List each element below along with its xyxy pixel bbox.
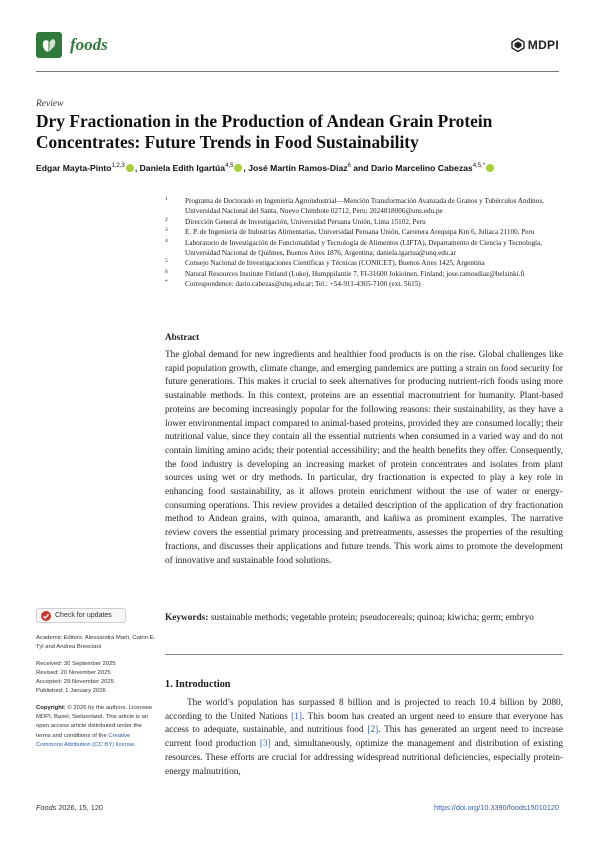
journal-name: foods: [70, 35, 108, 54]
copyright-notice: [36, 704, 156, 750]
affiliation-text: Dirección General de Investigación, Universidad Peruana Unión, Lima 15102, Peru: [185, 217, 426, 226]
intro-text-4: and, simultaneously, optimize the management and distribution of existing resources. These efforts are crucial for addressing widespread nutritional deficiencies, especially protein-energy malnutrition,: [165, 739, 563, 777]
citation-info: [36, 803, 103, 812]
affiliation-number: 4: [165, 237, 168, 244]
publisher-logo[interactable]: [511, 38, 559, 52]
affiliation-item: [165, 238, 563, 259]
mdpi-logo-icon: [511, 38, 525, 52]
article-type: Review: [36, 99, 64, 109]
affiliation-text: Programa de Doctorado en Ingeniería Agroindustrial—Mención Transformación Avanzada de Granos y Tubérculos Andinos, Universidad Nacional del Santa, Nuevo Chimbote 02712, Peru; 2024818006@uns.edu.pe: [185, 197, 544, 216]
citation-journal: Foods: [36, 803, 57, 812]
citation-link[interactable]: [1]: [291, 711, 303, 722]
keywords: [165, 612, 563, 626]
affiliation-text: Laboratorio de Investigación de Funcionalidad y Tecnología de Alimentos (LIFTA), Departamento de Ciencia y Tecnología, Universidad Nacional de Quilmes, Buenos Aires 1876, Argentina; daniela.igartua@unq.edu.ar: [185, 238, 543, 258]
revised-date: Revised: 20 November 2025: [36, 669, 111, 676]
affiliation-text: E. P. de Ingeniería de Industrias Alimentarias, Universidad Peruana Unión, Carretera Arequipa Km 6, Juliaca 21100, Peru: [185, 228, 535, 237]
author-name[interactable]: Edgar Mayta-Pinto: [36, 163, 112, 173]
check-updates-icon: [41, 611, 51, 621]
copyright-text: © 2026 by the authors. Licensee MDPI, Basel, Switzerland. This article is an open access article distributed under the terms and conditions of the: [36, 704, 153, 739]
affiliation-text: Correspondence: dario.cabezas@unq.edu.ar; Tel.: +54-911-4365-7100 (ext. 5615): [185, 280, 421, 289]
author-separator: and: [350, 163, 371, 173]
affiliation-item: [165, 269, 563, 279]
check-updates-label: Check for updates: [55, 612, 112, 619]
author-affiliation-marker: 4,5: [225, 163, 234, 170]
affiliation-text: Consejo Nacional de Investigaciones Científicas y Técnicas (CONICET), Buenos Aires 1425, Argentina: [185, 259, 485, 268]
affiliation-item: [165, 279, 563, 289]
abstract-heading: Abstract: [165, 332, 200, 342]
doi-link[interactable]: https://doi.org/10.3390/foods15010120: [434, 803, 559, 812]
author-name[interactable]: José Martín Ramos-Diaz: [248, 163, 348, 173]
author-affiliation-marker: 1,2,3: [111, 163, 125, 170]
accepted-date: Accepted: 29 November 2025: [36, 679, 114, 686]
author-name[interactable]: Dario Marcelino Cabezas: [370, 163, 473, 173]
affiliation-text: Natural Resources Institute Finland (Luke), Humppilantie 7, FI-31600 Jokioinen, Finland; jose.ramosdiaz@helsinki.fi: [185, 269, 525, 278]
journal-logo[interactable]: [36, 32, 108, 58]
published-date: Published: 1 January 2026: [36, 688, 106, 695]
affiliation-item: [165, 258, 563, 268]
foods-leaf-icon: [36, 32, 62, 58]
author-name[interactable]: Daniela Edith Igartúa: [139, 163, 226, 173]
intro-text-2: . This boom has created an urgent need to ensure that everyone has access to adequate, sustainable, and nutritious food: [165, 711, 563, 736]
section-divider: [165, 654, 563, 655]
author-affiliation-marker: 4,5,*: [472, 163, 486, 170]
affiliation-item: [165, 227, 563, 237]
affiliation-number: 5: [165, 258, 168, 265]
orcid-icon[interactable]: [234, 164, 242, 172]
publisher-name: MDPI: [527, 38, 559, 52]
keywords-label: Keywords:: [165, 613, 209, 623]
article-info-sidebar: [36, 634, 156, 750]
affiliation-number: *: [165, 279, 168, 286]
academic-editors: Academic Editors: Alessandra Marti, Catrin E. Tyl and Andrea Bresciani: [36, 635, 156, 651]
received-date: Received: 30 September 2025: [36, 660, 116, 667]
author-separator: ,: [134, 163, 140, 173]
affiliation-number: 2: [165, 216, 168, 223]
header-divider: [36, 71, 559, 72]
section-heading-introduction: 1. Introduction: [165, 679, 231, 690]
article-title: Dry Fractionation in the Production of Andean Grain Protein Concentrates: Future Trends in Food Sustainability: [36, 111, 493, 152]
license-end: .: [134, 741, 136, 748]
affiliation-number: 1: [165, 196, 168, 202]
intro-text-1: The world’s population has surpassed 8 billion and is projected to reach 10.4 billion by 2080, according to the United Nations: [165, 698, 563, 722]
affiliation-number: 6: [165, 268, 168, 275]
citation-link[interactable]: [3]: [259, 739, 271, 750]
affiliation-item: [165, 196, 563, 217]
copyright-label: Copyright:: [36, 704, 66, 711]
author-affiliation-marker: 6: [347, 163, 351, 170]
author-separator: ,: [243, 163, 249, 173]
affiliations: [165, 196, 563, 290]
journal-header: [36, 30, 559, 70]
affiliation-item: [165, 217, 563, 227]
citation-link[interactable]: [2]: [367, 725, 379, 736]
author-list: [36, 163, 576, 173]
abstract-text: The global demand for new ingredients and healthier food products is on the rise. Global challenges like rapid population growth, climate change, and emerging pandemics are putting a strain on food security for future generations. This makes it crucial to seek alternatives for producing nutrient-rich foods using more sustainable methods. In this context, proteins are an essential macronutrient for humanity. Plant-based proteins are becoming increasingly popular for the following reasons: their sustainability, as they have a lower environmental impact compared to animal-based proteins, provided they are consumed locally; their nutritional value, since they contain all the essential nutrients when consumed in a varied way and do not contain limiting amino acids; their potential accessibility; and the health benefits they offer. Consequently, the food industry is developing an increasing market of protein concentrates and isolates from plant sources using wet or dry methods. In particular, dry fractionation is expected to play a key role in enhancing food sustainability, as it allows protein enrichment without the use of water or energy-consuming operations. This review provides a detailed description of the application of dry fractionation method to Andean grains, with quinoa, amaranth, and kañiwa as prominent examples. The narrative review covers the essential primary processing and pretreatments, assesses the properties of the resulting fractions, and discusses their applications and future trends. This work aims to promote the development of innovative and sustainable food solutions.: [165, 350, 563, 566]
introduction-text: [165, 697, 563, 779]
check-for-updates-button[interactable]: [36, 608, 126, 623]
orcid-icon[interactable]: [126, 164, 134, 172]
orcid-icon[interactable]: [486, 164, 494, 172]
intro-text-3: . This has generated an urgent need to increase current food production: [165, 725, 564, 750]
license-link[interactable]: Creative Commons Attribution (CC BY) license: [36, 732, 135, 748]
citation-details: 2026, 15, 120: [58, 803, 103, 812]
affiliation-number: 3: [165, 227, 168, 234]
keywords-text: sustainable methods; vegetable protein; pseudocereals; quinoa; kiwicha; germ; embryo: [210, 613, 534, 623]
